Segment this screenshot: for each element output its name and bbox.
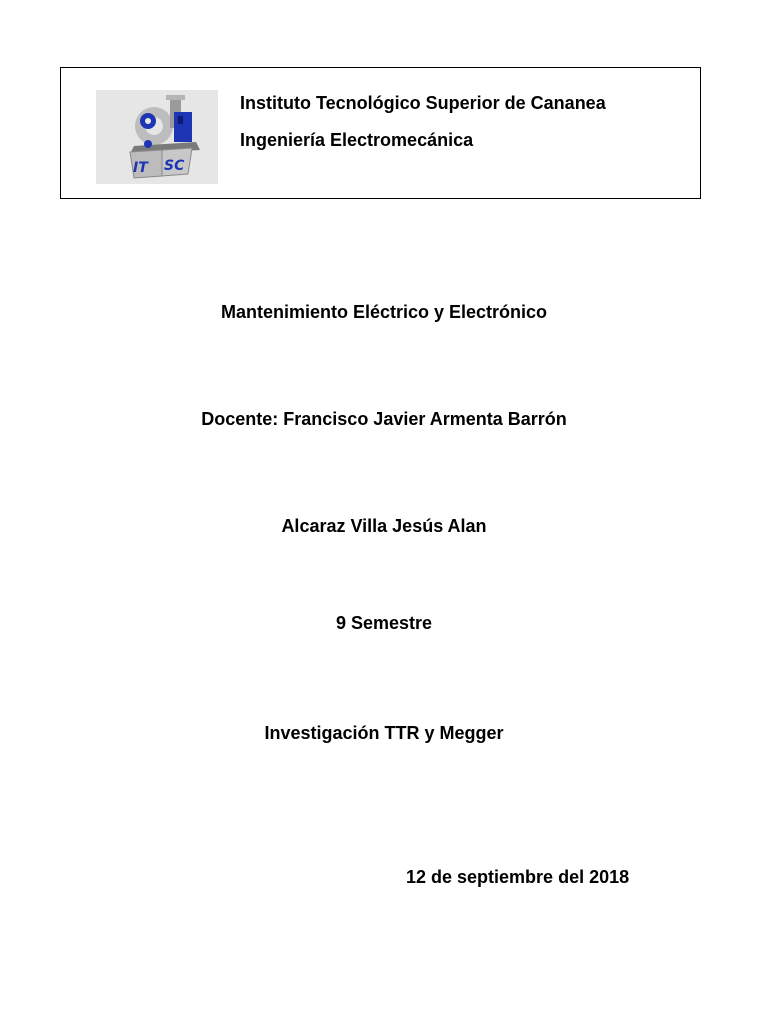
topic-title: Investigación TTR y Megger — [264, 723, 504, 743]
document-date: 12 de septiembre del 2018 — [406, 867, 630, 887]
institution-name: Instituto Tecnológico Superior de Cananea — [240, 93, 606, 113]
svg-text:SC: SC — [164, 158, 185, 174]
svg-text:IT: IT — [133, 160, 148, 176]
itsc-logo-icon — [96, 90, 218, 184]
header-box — [60, 67, 701, 199]
student-name: Alcaraz Villa Jesús Alan — [281, 516, 487, 536]
career-name: Ingeniería Electromecánica — [240, 130, 474, 150]
teacher-name: Docente: Francisco Javier Armenta Barrón — [201, 409, 567, 429]
subject-title: Mantenimiento Eléctrico y Electrónico — [220, 302, 548, 322]
semester: 9 Semestre — [335, 613, 433, 633]
